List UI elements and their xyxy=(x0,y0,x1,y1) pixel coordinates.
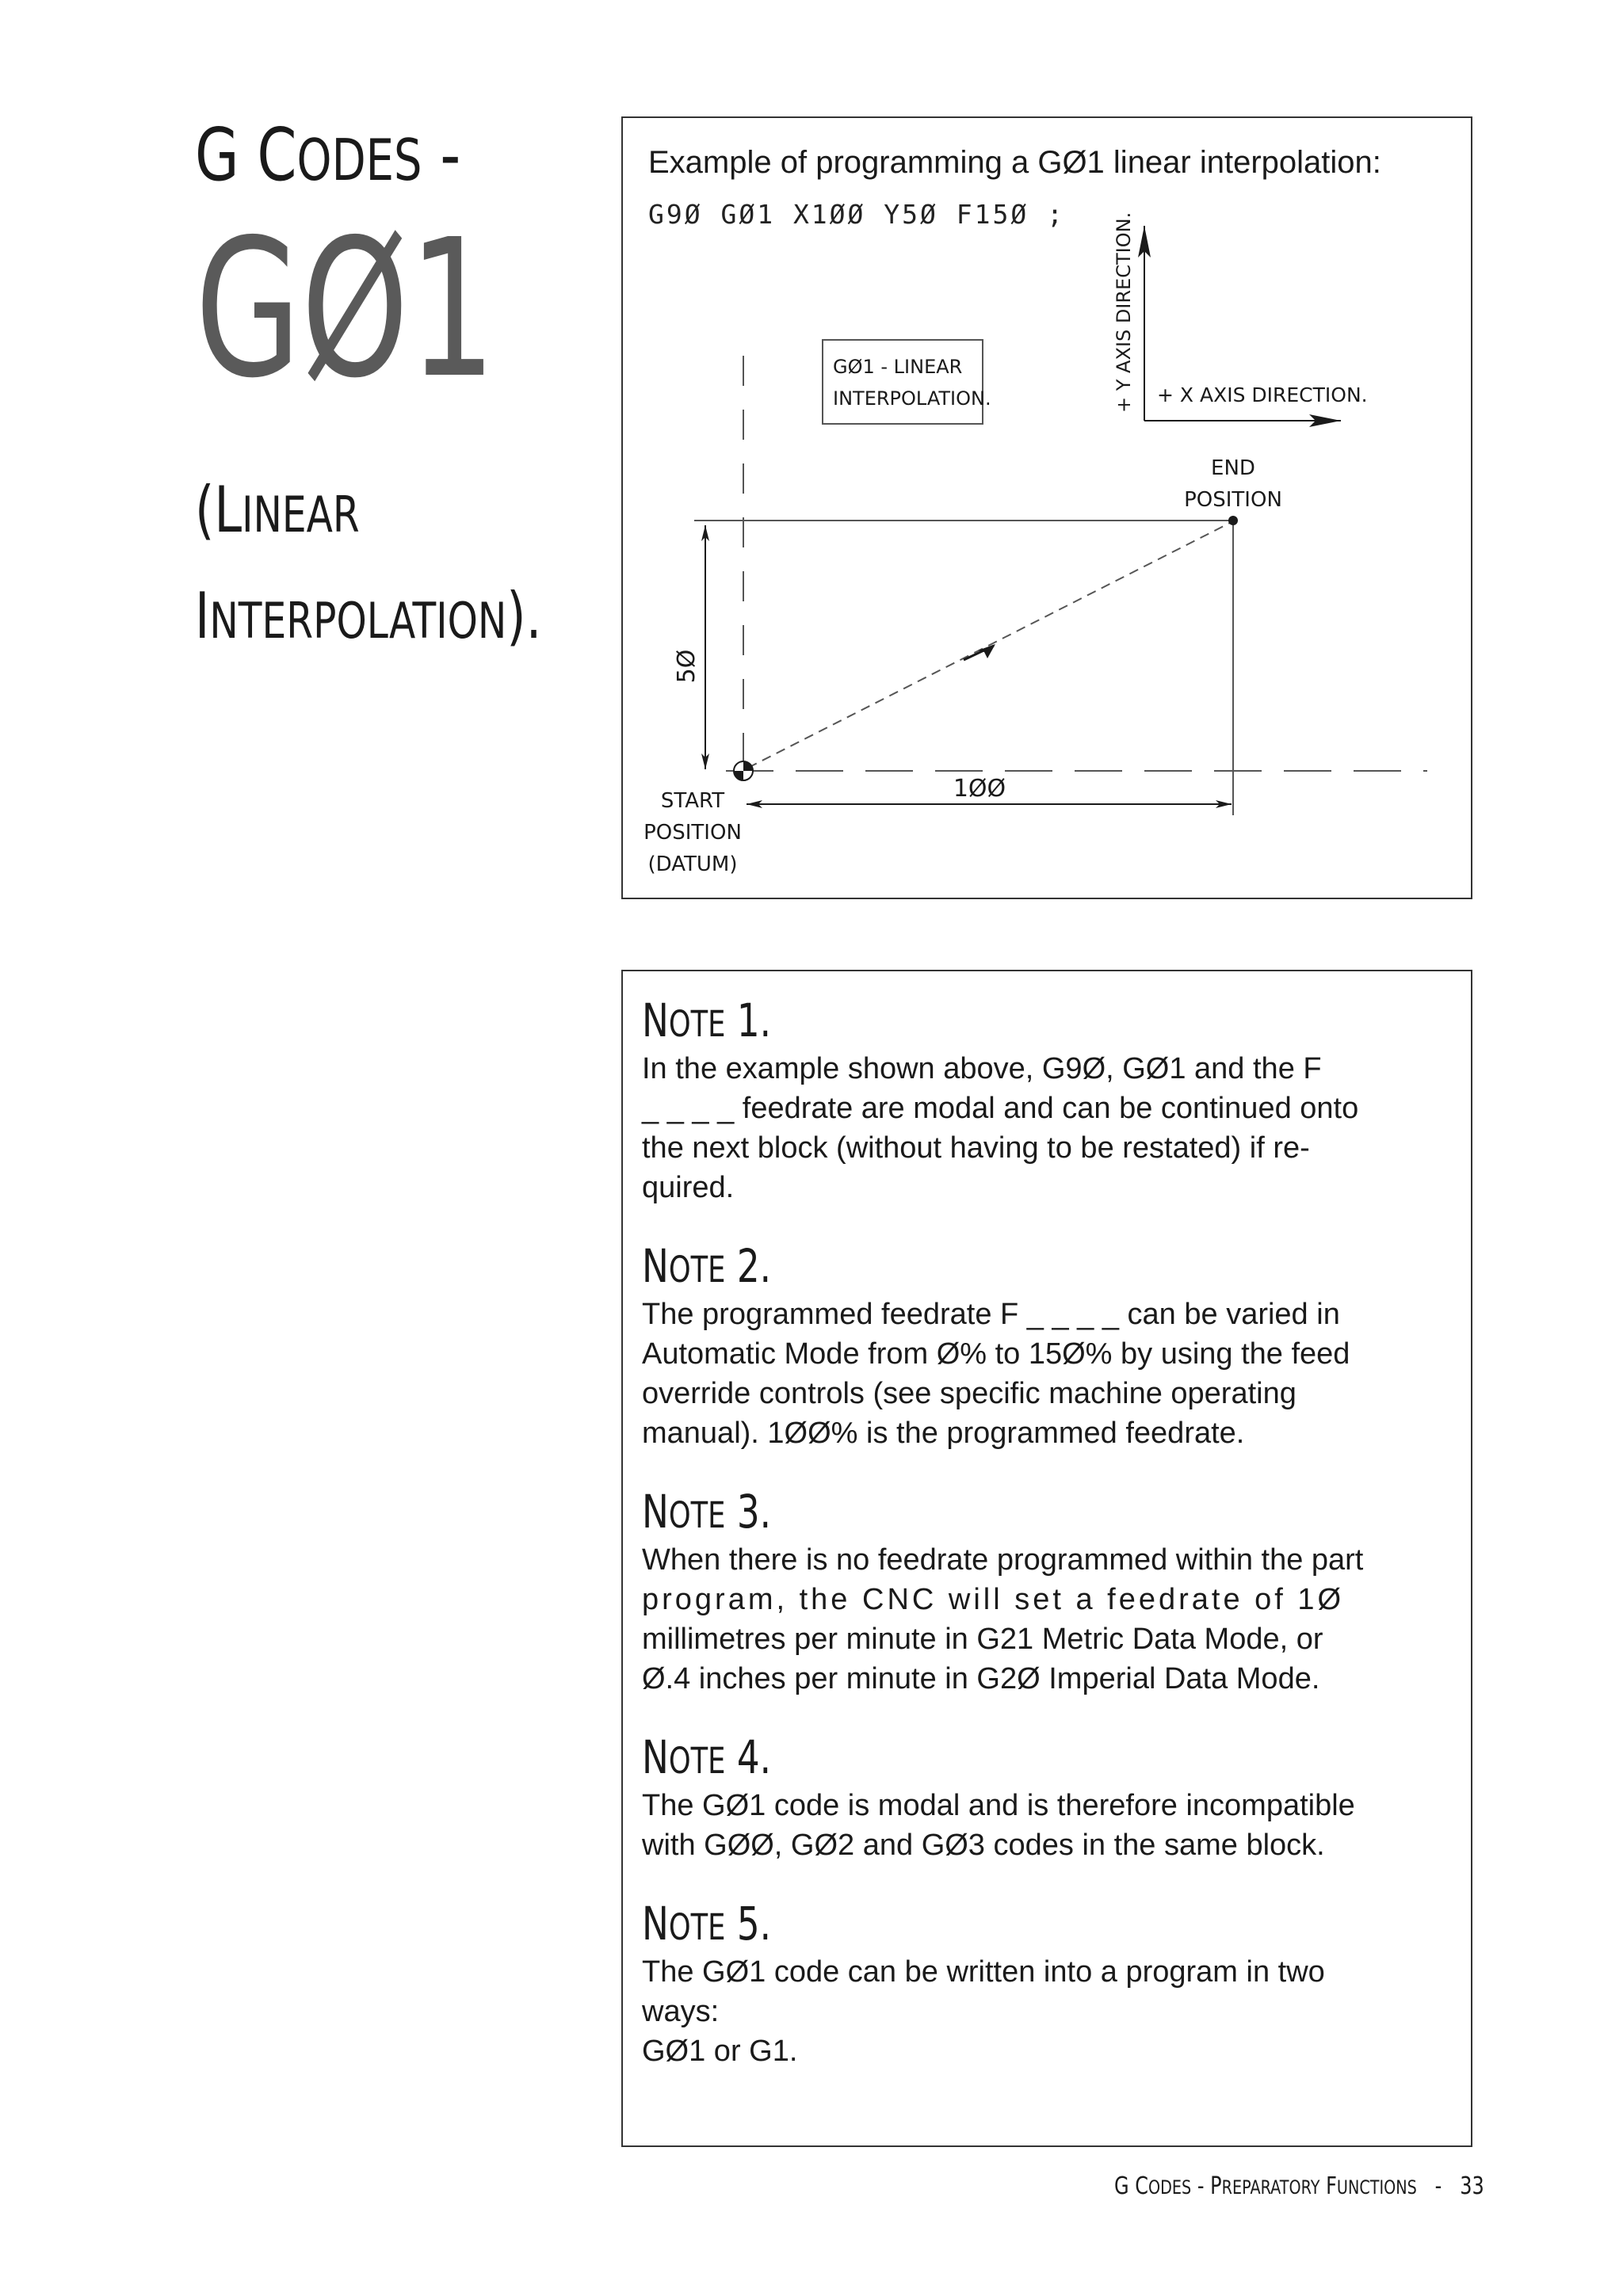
footer-functions-rest: UNCTIONS xyxy=(1336,2176,1417,2199)
note-heading xyxy=(642,1732,1274,1784)
note-heading xyxy=(642,1898,1274,1951)
note-heading-rest: OTE xyxy=(668,1249,726,1291)
subtitle-line-1 xyxy=(195,460,541,566)
y-axis-direction-label: + Y AXIS DIRECTION. xyxy=(1113,212,1135,413)
note-heading-initial: N xyxy=(642,1485,669,1539)
note-body xyxy=(642,1540,1452,1699)
title-dash: - xyxy=(422,113,461,197)
label-box xyxy=(823,340,983,424)
notes-panel xyxy=(621,970,1472,2147)
start-position-label-2: POSITION xyxy=(643,821,742,845)
start-position-label-1: START xyxy=(660,789,725,813)
page-subtitle xyxy=(195,460,541,672)
note-heading-number: 5. xyxy=(725,1897,772,1951)
note-heading-number: 1. xyxy=(725,994,772,1047)
start-position-label-3: (DATUM) xyxy=(647,852,738,876)
subtitle-interp-initial: I xyxy=(195,579,210,653)
end-position-label-1: END xyxy=(1211,456,1255,480)
note-line: the next block (without having to be restated) if re- xyxy=(642,1131,1310,1165)
note-heading xyxy=(642,1486,1274,1539)
note-line: Automatic Mode from Ø% to 15Ø% by using the feed xyxy=(642,1337,1350,1371)
diagram-caption: Example of programming a GØ1 linear interpolation: xyxy=(648,145,1381,180)
note-heading-initial: N xyxy=(642,994,669,1047)
note-line: ways: xyxy=(642,1995,720,2028)
note-1 xyxy=(642,995,1452,1207)
end-position-dot xyxy=(1228,516,1238,525)
note-heading-initial: N xyxy=(642,1239,669,1293)
note-line: manual). 1ØØ% is the programmed feedrate. xyxy=(642,1417,1245,1450)
title-word-g: G xyxy=(195,113,239,197)
end-position-label-2: POSITION xyxy=(1184,488,1282,512)
note-line: quired. xyxy=(642,1171,735,1204)
page-title-code: GØ1 xyxy=(195,198,496,420)
note-4 xyxy=(642,1732,1452,1865)
note-heading-number: 4. xyxy=(725,1730,772,1784)
footer-separator: - xyxy=(1416,2172,1461,2200)
note-body xyxy=(642,1295,1452,1453)
note-heading-rest: OTE xyxy=(668,1740,726,1782)
label-box-line-1: GØ1 - LINEAR xyxy=(833,356,963,378)
subtitle-linear-initial: L xyxy=(214,473,242,547)
note-heading-rest: OTE xyxy=(668,1906,726,1948)
footer-g: G xyxy=(1114,2172,1136,2200)
note-line: _ _ _ _ feedrate are modal and can be continued onto xyxy=(642,1092,1359,1125)
note-line: override controls (see specific machine operating xyxy=(642,1377,1296,1410)
footer-codes-rest: ODES xyxy=(1148,2176,1192,2199)
subtitle-line-2 xyxy=(195,566,541,672)
footer-preparatory-rest: REPARATORY xyxy=(1221,2176,1320,2199)
subtitle-close-paren: ). xyxy=(506,579,542,653)
note-heading-rest: OTE xyxy=(668,1003,726,1045)
note-body xyxy=(642,1049,1452,1207)
footer-dash: - xyxy=(1191,2172,1211,2200)
note-line: program, the CNC will set a feedrate of 1Ø xyxy=(642,1583,1345,1616)
x-axis-direction-label: + X AXIS DIRECTION. xyxy=(1157,383,1368,406)
footer-codes-initial: C xyxy=(1135,2172,1148,2200)
note-line: The GØ1 code can be written into a program in two xyxy=(642,1955,1325,1989)
diagram-code-line: G9Ø GØ1 X1ØØ Y5Ø F15Ø ; xyxy=(648,199,1065,230)
page-footer xyxy=(1114,2172,1484,2200)
note-line: with GØØ, GØ2 and GØ3 codes in the same block. xyxy=(642,1829,1325,1862)
title-word-codes-initial: C xyxy=(257,113,297,197)
section-title xyxy=(195,113,461,197)
note-body xyxy=(642,1952,1452,2071)
note-5 xyxy=(642,1898,1452,2071)
x-dimension-label: 1ØØ xyxy=(953,775,1006,803)
note-line: Ø.4 inches per minute in G2Ø Imperial Data Mode. xyxy=(642,1662,1320,1695)
subtitle-linear-rest: INEAR xyxy=(242,486,360,543)
tool-path-line xyxy=(748,523,1230,768)
note-heading-initial: N xyxy=(642,1897,669,1951)
note-heading-rest: OTE xyxy=(668,1494,726,1536)
footer-preparatory-initial: P xyxy=(1210,2172,1222,2200)
label-box-line-2: INTERPOLATION. xyxy=(833,387,991,410)
linear-interpolation-diagram xyxy=(623,118,1471,898)
note-line: The GØ1 code is modal and is therefore incompatible xyxy=(642,1789,1355,1822)
note-3 xyxy=(642,1486,1452,1699)
note-line: The programmed feedrate F _ _ _ _ can be varied in xyxy=(642,1298,1340,1331)
page-number: 33 xyxy=(1460,2172,1484,2200)
note-2 xyxy=(642,1241,1452,1453)
y-dimension-label: 5Ø xyxy=(673,649,701,684)
datum-symbol xyxy=(734,761,753,780)
note-line: millimetres per minute in G21 Metric Data Mode, or xyxy=(642,1623,1323,1656)
note-heading-number: 2. xyxy=(725,1239,772,1293)
note-heading xyxy=(642,1241,1274,1293)
note-heading-number: 3. xyxy=(725,1485,772,1539)
title-word-codes-rest: ODES xyxy=(296,127,422,193)
subtitle-interp-rest: NTERPOLATION xyxy=(209,592,507,650)
subtitle-open-paren: ( xyxy=(195,473,215,547)
note-line: GØ1 or G1. xyxy=(642,2035,798,2068)
note-heading xyxy=(642,995,1274,1047)
note-body xyxy=(642,1786,1452,1865)
diagram-panel xyxy=(621,116,1472,899)
footer-functions-initial: F xyxy=(1319,2172,1337,2200)
note-line: In the example shown above, G9Ø, GØ1 and the F xyxy=(642,1052,1322,1085)
note-line: When there is no feedrate programmed within the part xyxy=(642,1543,1364,1577)
note-heading-initial: N xyxy=(642,1730,669,1784)
